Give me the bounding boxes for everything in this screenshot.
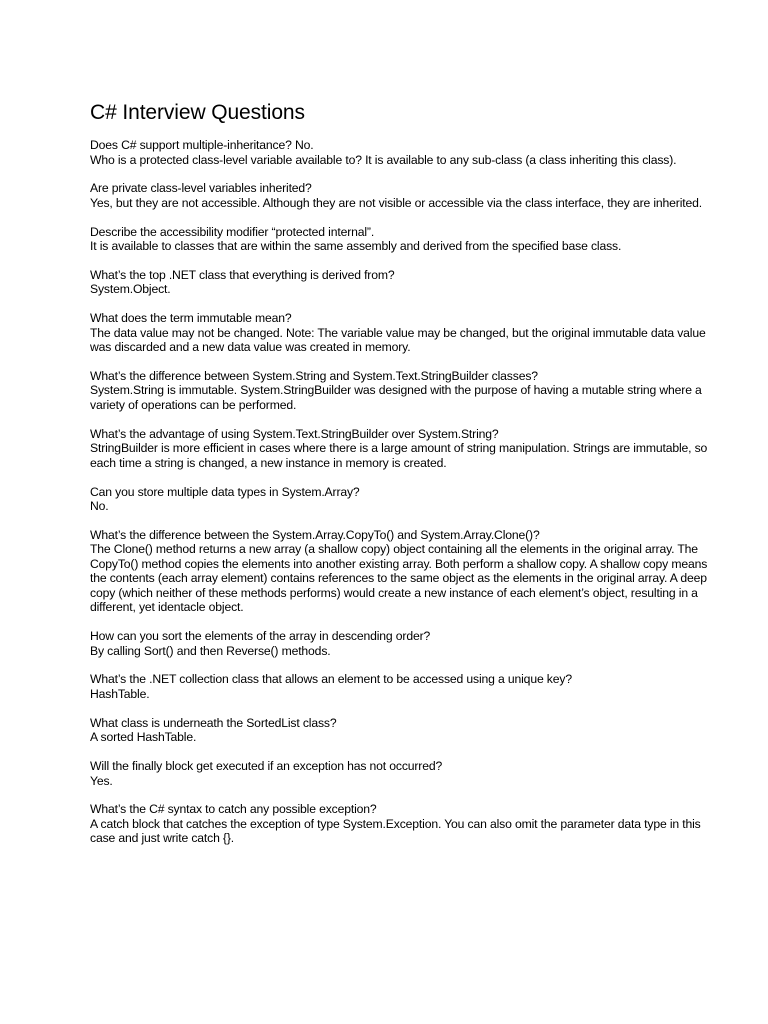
qa-block-10 [90,629,708,658]
qa-block-4 [90,268,708,297]
qa-block-8 [90,485,708,514]
qa-block-12 [90,716,708,745]
qa-block-13 [90,759,708,788]
question-text: What’s the difference between the System.Array.CopyTo() and System.Array.Clone()? [90,527,540,542]
question-text: Are private class-level variables inherited? [90,181,312,196]
answer-text: The Clone() method returns a new array (a shallow copy) object containing all the elements in the original array. The CopyTo() method copies the elements into another existing array. Both perform a shallow copy. A shallow copy means the contents (each array element) contains references to the same object as the elements in the original array. A deep copy (which neither of these methods performs) would create a new instance of each element’s object, resulting in a different, yet identacle object. [90,542,708,615]
page-title: C# Interview Questions [90,101,305,124]
qa-block-14 [90,802,708,846]
question-text: Describe the accessibility modifier “protected internal”. [90,224,375,239]
question-text: What’s the top .NET class that everything is derived from? [90,267,395,282]
answer-text: By calling Sort() and then Reverse() methods. [90,643,331,658]
answer-text: It is available to classes that are within the same assembly and derived from the specified base class. [90,239,622,254]
question-text: Will the finally block get executed if an exception has not occurred? [90,759,443,774]
qa-line: Who is a protected class-level variable available to? It is available to any sub-class (a class inheriting this class). [90,152,677,167]
answer-text: No. [90,499,109,514]
answer-text: The data value may not be changed. Note: The variable value may be changed, but the original immutable data value was discarded and a new data value was created in memory. [90,325,706,355]
answer-text: Yes. [90,773,113,788]
qa-block-2 [90,181,708,210]
question-text: What’s the advantage of using System.Text.StringBuilder over System.String? [90,426,499,441]
answer-text: HashTable. [90,686,150,701]
answer-text: StringBuilder is more efficient in cases where there is a large amount of string manipulation. Strings are immutable, so each time a string is changed, a new instance in memory is created. [90,441,708,470]
question-text: What class is underneath the SortedList class? [90,715,337,730]
qa-block-5 [90,311,708,355]
qa-block-9 [90,528,708,615]
qa-block-3 [90,225,708,254]
qa-block-6 [90,369,708,413]
qa-block-7 [90,427,708,471]
qa-block-1 [90,138,708,167]
question-text: What’s the C# syntax to catch any possible exception? [90,802,377,817]
answer-text: System.String is immutable. System.StringBuilder was designed with the purpose of having a mutable string where a variety of operations can be performed. [90,383,702,412]
qa-line: Does C# support multiple-inheritance? No. [90,138,314,152]
qa-block-11 [90,672,708,701]
question-text: What’s the .NET collection class that allows an element to be accessed using a unique key? [90,672,572,687]
answer-text: System.Object. [90,282,171,297]
question-text: How can you sort the elements of the array in descending order? [90,629,431,644]
answer-text: A catch block that catches the exception of type System.Exception. You can also omit the parameter data type in this case and just write catch {}. [90,816,701,846]
question-text: Can you store multiple data types in System.Array? [90,484,360,499]
question-text: What does the term immutable mean? [90,311,292,326]
question-text: What’s the difference between System.String and System.Text.StringBuilder classes? [90,368,538,383]
answer-text: A sorted HashTable. [90,730,197,745]
answer-text: Yes, but they are not accessible. Although they are not visible or accessible via the class interface, they are inherited. [90,195,702,210]
